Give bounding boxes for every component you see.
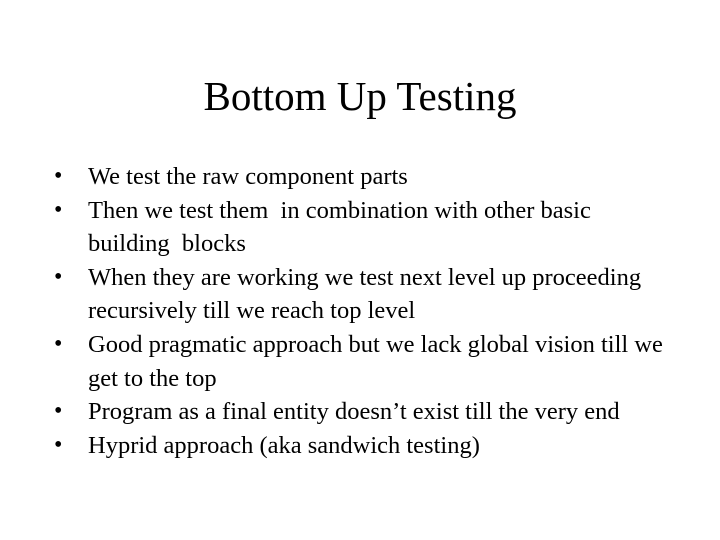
bullet-text: Hyprid approach (aka sandwich testing) bbox=[88, 431, 480, 459]
bullet-item bbox=[52, 261, 672, 328]
bullet-item bbox=[52, 194, 672, 261]
bullet-text: Program as a final entity doesn’t exist till the very end bbox=[88, 398, 620, 426]
bullet-icon: • bbox=[54, 330, 63, 357]
bullet-item bbox=[52, 395, 672, 429]
bullet-text: Then we test them in combination with other basic building blocks bbox=[88, 196, 597, 258]
bullet-icon: • bbox=[54, 398, 63, 425]
bullet-text: We test the raw component parts bbox=[88, 163, 408, 190]
bullet-icon: • bbox=[54, 263, 63, 290]
bullet-item bbox=[52, 328, 672, 395]
bullet-list bbox=[52, 160, 672, 462]
bullet-item bbox=[52, 429, 672, 463]
bullet-text: When they are working we test next level up proceeding recursively till we reach top level bbox=[88, 263, 642, 325]
slide-title: Bottom Up Testing bbox=[203, 73, 517, 119]
bullet-icon: • bbox=[54, 196, 63, 223]
bullet-text: Good pragmatic approach but we lack global vision till we get to the top bbox=[88, 330, 663, 392]
bullet-icon: • bbox=[54, 431, 63, 458]
bullet-item bbox=[52, 160, 672, 194]
bullet-icon: • bbox=[54, 163, 63, 189]
